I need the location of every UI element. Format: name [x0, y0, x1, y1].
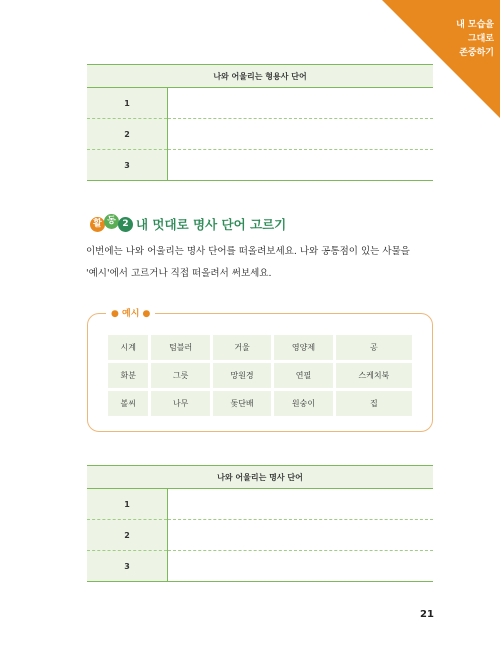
row-number: 2: [87, 520, 168, 551]
example-label-text: 예시: [122, 309, 140, 319]
row-number: 1: [87, 489, 168, 520]
noun-table: [87, 465, 433, 582]
example-word: 영양제: [274, 335, 332, 360]
example-word: 돛단배: [213, 391, 271, 416]
example-word: 볼씨: [108, 391, 148, 416]
example-word: 연필: [274, 363, 332, 388]
example-label: [106, 306, 155, 319]
activity-badge: 2: [118, 217, 133, 232]
example-row: [108, 391, 412, 416]
row-number: 2: [87, 119, 168, 150]
row-number: 1: [87, 88, 168, 119]
instruction-line: '예시'에서 고르거나 직접 떠올려서 써보세요.: [86, 268, 272, 279]
answer-cell[interactable]: [168, 520, 434, 551]
example-box: [87, 309, 433, 432]
example-word: 거울: [213, 335, 271, 360]
adjective-table: [87, 64, 433, 181]
table-row: [87, 119, 433, 150]
example-word: 스케치북: [336, 363, 412, 388]
answer-cell[interactable]: [168, 489, 434, 520]
bullet-icon: ●: [111, 309, 119, 319]
table-row: [87, 150, 433, 181]
example-row: [108, 363, 412, 388]
table-row: [87, 88, 433, 119]
example-word: 망원경: [213, 363, 271, 388]
chapter-title-line: 내 모습을: [456, 20, 494, 30]
example-grid: [105, 332, 415, 419]
bullet-icon: ●: [142, 309, 151, 319]
example-word: 시계: [108, 335, 148, 360]
chapter-title-line: 존중하기: [459, 48, 494, 58]
example-row: [108, 335, 412, 360]
example-word: 원숭이: [274, 391, 332, 416]
activity-badge: 동: [104, 214, 119, 229]
answer-cell[interactable]: [168, 119, 434, 150]
chapter-title-line: 그대로: [467, 34, 494, 44]
chapter-title: [434, 18, 494, 60]
table-row: [87, 520, 433, 551]
example-word: 나무: [151, 391, 209, 416]
answer-cell[interactable]: [168, 150, 434, 181]
example-word: 텀블러: [151, 335, 209, 360]
answer-cell[interactable]: [168, 551, 434, 582]
example-word: 집: [336, 391, 412, 416]
table-row: [87, 551, 433, 582]
instruction-line: 이번에는 나와 어울리는 명사 단어를 떠올려보세요. 나와 공통점이 있는 사물을: [86, 246, 410, 257]
activity-badge: 활: [90, 217, 105, 232]
answer-cell[interactable]: [168, 88, 434, 119]
page-number: 21: [420, 609, 434, 620]
example-word: 그릇: [151, 363, 209, 388]
example-word: 공: [336, 335, 412, 360]
activity-heading: 내 멋대로 명사 단어 고르기: [136, 217, 287, 232]
table-row: [87, 489, 433, 520]
noun-table-header: 나와 어울리는 명사 단어: [87, 466, 433, 489]
row-number: 3: [87, 150, 168, 181]
adjective-table-header: 나와 어울리는 형용사 단어: [87, 65, 433, 88]
row-number: 3: [87, 551, 168, 582]
example-word: 화분: [108, 363, 148, 388]
